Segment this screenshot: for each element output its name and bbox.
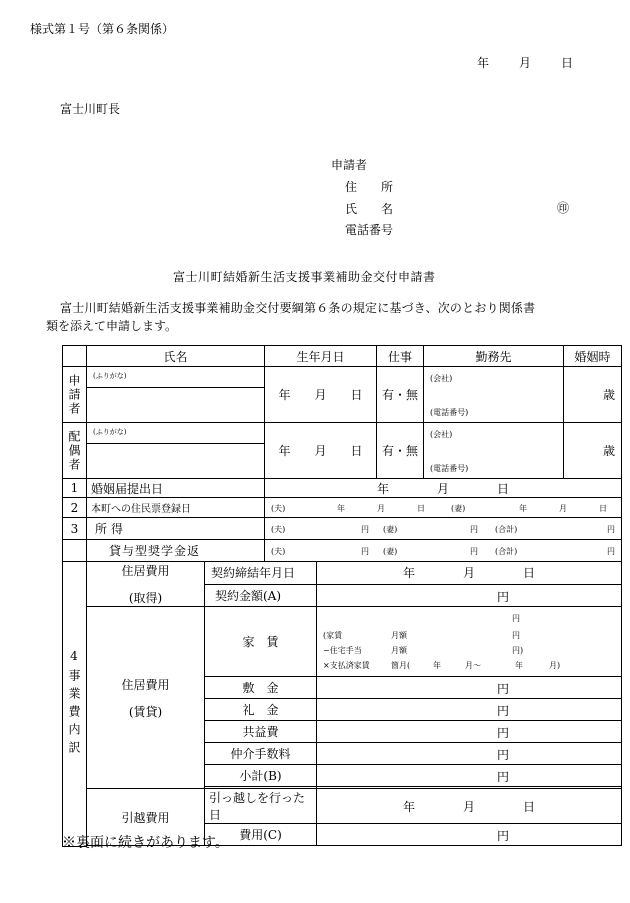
header-name: 氏名 xyxy=(87,346,265,367)
applicant-job[interactable]: 有・無 xyxy=(377,367,424,423)
applicant-phone-label: 電話番号 xyxy=(345,223,394,237)
row1-number: 1 xyxy=(63,479,87,498)
row1-label: 婚姻届提出日 xyxy=(87,479,265,498)
row2-label: 本町への住民票登録日 xyxy=(87,498,265,518)
spouse-row-label: 配偶者 xyxy=(63,423,87,479)
header-marriage-age: 婚姻時 xyxy=(564,346,622,367)
subtotal-label: 小計(B) xyxy=(205,765,317,787)
applicant-furigana-cell[interactable]: (ふりがな) xyxy=(87,367,265,388)
moving-cost-label: 引越費用 xyxy=(87,789,205,846)
common-fee-value[interactable]: 円 xyxy=(317,721,622,743)
date-day: 日 xyxy=(561,56,574,70)
row3-number: 3 xyxy=(63,518,87,540)
applicant-row-label: 申請者 xyxy=(63,367,87,423)
moving-cost-value-label: 費用(C) xyxy=(205,824,317,846)
intro-line-1: 富士川町結婚新生活支援事業補助金交付要綱第６条の規定に基づき、次のとおり関係書 xyxy=(60,301,536,315)
row1-marriage-date[interactable]: 年 月 日 xyxy=(265,479,622,498)
spouse-workplace[interactable]: (会社) (電話番号) xyxy=(424,423,564,479)
header-workplace: 勤務先 xyxy=(424,346,564,367)
applicant-workplace[interactable]: (会社) (電話番号) xyxy=(424,367,564,423)
moving-cost-value[interactable]: 円 xyxy=(317,824,622,846)
contract-amount-value[interactable]: 円 xyxy=(317,584,622,607)
housing-rental-label: 住居費用 (賃貸) xyxy=(87,607,205,789)
subtotal-value[interactable]: 円 xyxy=(317,765,622,787)
deposit-label: 敷 金 xyxy=(205,677,317,699)
agency-fee-label: 仲介手数料 xyxy=(205,743,317,765)
section4-label: 4事業費内訳 xyxy=(63,562,87,847)
date-year: 年 xyxy=(477,56,490,70)
applicant-age[interactable]: 歳 xyxy=(564,367,622,423)
spouse-dob[interactable]: 年 月 日 xyxy=(265,423,377,479)
loan-label: 貸与型奨学金返 xyxy=(87,540,265,562)
key-money-label: 礼 金 xyxy=(205,699,317,721)
document-title: 富士川町結婚新生活支援事業補助金交付申請書 xyxy=(173,270,436,284)
moving-date-label: 引っ越しを行った日 xyxy=(205,789,317,824)
form-number: 様式第１号（第６条関係） xyxy=(30,22,175,36)
applicant-address-label: 住 所 xyxy=(345,180,394,194)
header-blank xyxy=(63,346,87,367)
spouse-name-cell[interactable] xyxy=(87,444,265,479)
rent-calculation[interactable]: 円 (家賃 月額 円 −住宅手当 月額 円) ×支払済家賃 箇月( 年 月〜 年 月) xyxy=(317,607,622,677)
contract-amount-label: 契約金額(A) xyxy=(205,584,317,607)
spouse-furigana-cell[interactable]: (ふりがな) xyxy=(87,423,265,444)
row2-number: 2 xyxy=(63,498,87,518)
agency-fee-value[interactable]: 円 xyxy=(317,743,622,765)
seal-mark: ㊞ xyxy=(557,201,570,215)
applicant-heading: 申請者 xyxy=(331,158,368,172)
row2-registration-dates[interactable]: (夫) 年 月 日 (妻) 年 月 日 xyxy=(265,498,622,518)
application-table xyxy=(62,345,622,847)
deposit-value[interactable]: 円 xyxy=(317,677,622,699)
moving-date-value[interactable]: 年 月 日 xyxy=(317,789,622,824)
loan-blank xyxy=(63,540,87,562)
row3-label: 所得 xyxy=(87,518,265,540)
key-money-value[interactable]: 円 xyxy=(317,699,622,721)
row3-income[interactable]: (夫) 円 (妻) 円 (合計) 円 xyxy=(265,518,622,540)
header-job: 仕事 xyxy=(377,346,424,367)
header-dob: 生年月日 xyxy=(265,346,377,367)
rent-label: 家 賃 xyxy=(205,607,317,677)
intro-line-2: 類を添えて申請します。 xyxy=(46,319,178,333)
common-fee-label: 共益費 xyxy=(205,721,317,743)
applicant-name-cell[interactable] xyxy=(87,388,265,423)
spouse-age[interactable]: 歳 xyxy=(564,423,622,479)
housing-acquisition-label: 住居費用 (取得) xyxy=(87,562,205,607)
footer-note: ※裏面に続きがあります。 xyxy=(62,835,229,851)
contract-date-label: 契約締結年月日 xyxy=(205,562,317,585)
date-month: 月 xyxy=(519,56,532,70)
addressee: 富士川町長 xyxy=(60,102,121,116)
contract-date-value[interactable]: 年 月 日 xyxy=(317,562,622,585)
applicant-dob[interactable]: 年 月 日 xyxy=(265,367,377,423)
spouse-job[interactable]: 有・無 xyxy=(377,423,424,479)
applicant-name-label: 氏 名 xyxy=(345,202,394,216)
loan-amounts[interactable]: (夫) 円 (妻) 円 (合計) 円 xyxy=(265,540,622,562)
